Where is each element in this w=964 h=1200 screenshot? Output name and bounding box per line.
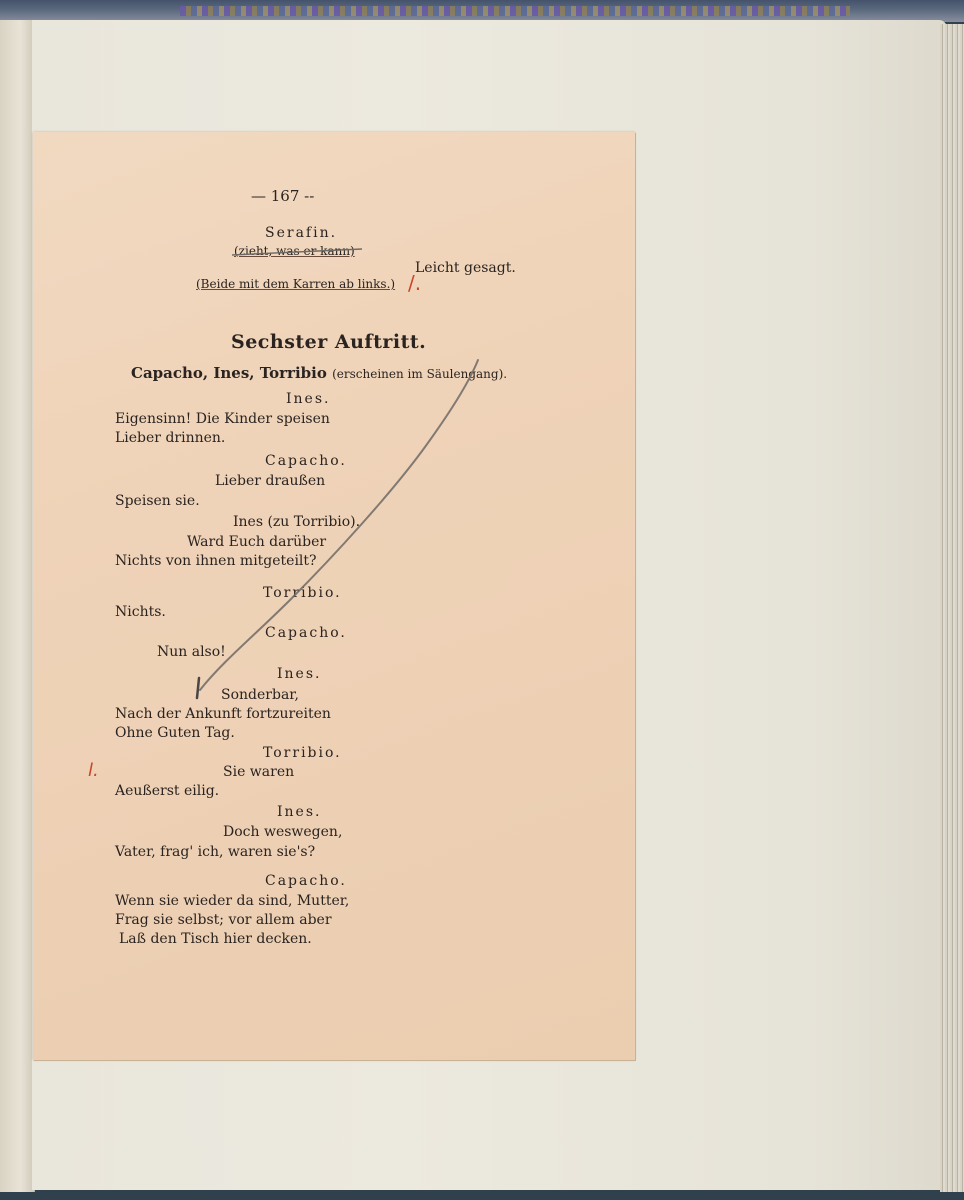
dialogue-line: Nun also!	[157, 644, 226, 660]
speaker-ines: Ines.	[277, 666, 322, 682]
red-pencil-mark-one: /.	[408, 271, 422, 295]
speaker-serafin: Serafin.	[265, 225, 338, 241]
scene-cast	[131, 364, 507, 383]
cast-names: Capacho, Ines, Torribio	[131, 364, 327, 382]
speaker-capacho: Capacho.	[265, 625, 347, 641]
dialogue-line: Lieber draußen	[215, 473, 326, 489]
dialogue-line: Speisen sie.	[115, 493, 200, 509]
album-binding	[0, 0, 964, 22]
dialogue-line: Nichts.	[115, 604, 166, 620]
dialogue-line: Nichts von ihnen mitgeteilt?	[115, 553, 317, 569]
speaker-capacho: Capacho.	[265, 873, 347, 889]
dialogue-line: Lieber drinnen.	[115, 430, 226, 446]
stage-direction-exit: (Beide mit dem Karren ab links.)	[196, 277, 396, 291]
dialogue-line: Vater, frag' ich, waren sie's?	[115, 844, 316, 860]
dialogue-line: Eigensinn! Die Kinder speisen	[115, 411, 330, 427]
dialogue-line: Wenn sie wieder da sind, Mutter,	[115, 893, 350, 909]
line-leicht-gesagt: Leicht gesagt.	[415, 260, 516, 276]
dialogue-line: Sie waren	[223, 764, 295, 780]
pasted-clipping	[33, 132, 635, 1060]
page-stack-edge	[940, 24, 964, 1192]
dialogue-line: Sonderbar,	[221, 687, 299, 703]
dialogue-line: Frag sie selbst; vor allem aber	[115, 912, 332, 928]
red-pencil-mark-two: l.	[88, 760, 99, 781]
left-page-edge	[0, 20, 35, 1192]
cast-direction: (erscheinen im Säulengang).	[332, 367, 508, 381]
speaker-ines: Ines.	[286, 391, 331, 407]
speaker-torribio: Torribio.	[263, 585, 342, 601]
speaker-ines-to-torribio: Ines (zu Torribio).	[233, 514, 361, 530]
dialogue-line: Doch weswegen,	[223, 824, 343, 840]
dialogue-line: Ward Euch darüber	[187, 534, 327, 550]
speaker-ines: Ines.	[277, 804, 322, 820]
stage-direction-zieht: (zieht, was er kann)	[234, 244, 355, 258]
dialogue-line: Nach der Ankunft fortzureiten	[115, 706, 331, 722]
dialogue-line: Aeußerst eilig.	[115, 783, 220, 799]
scene-title: Sechster Auftritt.	[231, 331, 427, 353]
dialogue-line: Laß den Tisch hier decken.	[119, 931, 312, 947]
page-number: — 167 --	[251, 187, 315, 205]
dialogue-line: Ohne Guten Tag.	[115, 725, 235, 741]
speaker-capacho: Capacho.	[265, 453, 347, 469]
speaker-torribio: Torribio.	[263, 745, 342, 761]
